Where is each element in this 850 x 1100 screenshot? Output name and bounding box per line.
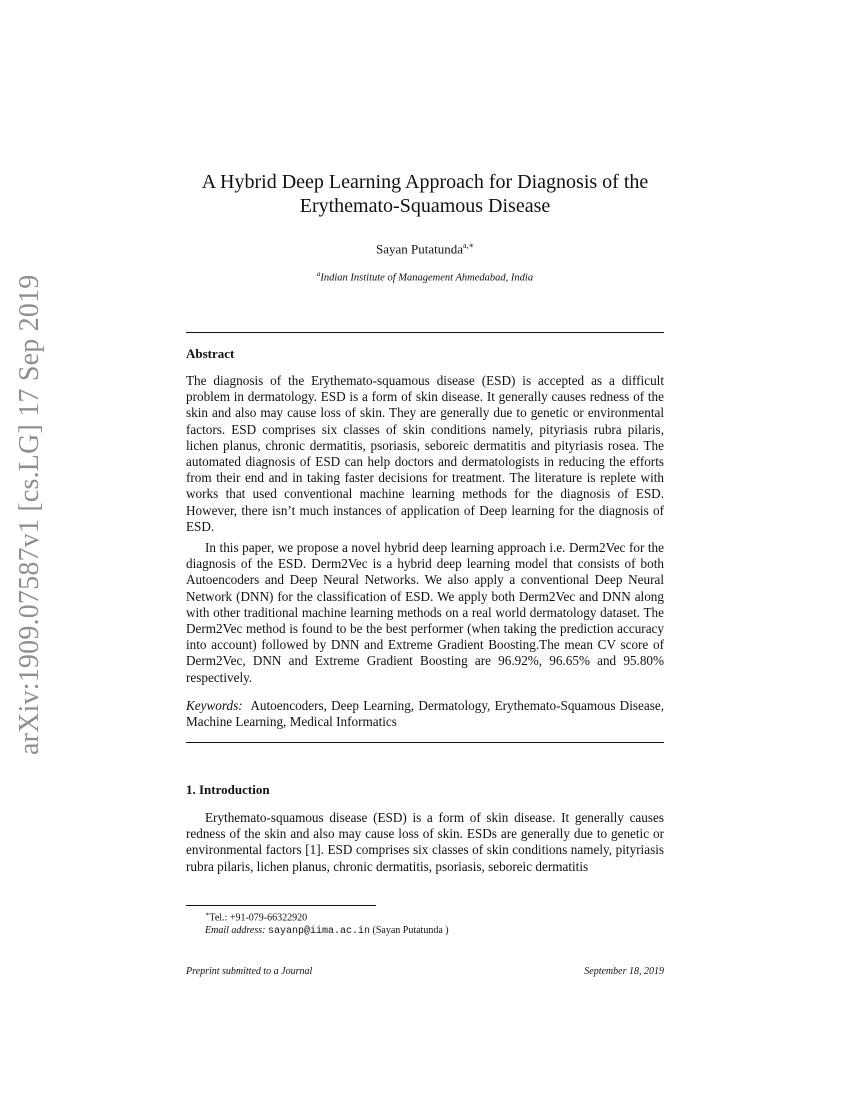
abstract-paragraph-2: In this paper, we propose a novel hybrid deep learning approach i.e. Derm2Vec for the diagnosis of the ESD. Derm2Vec is a hybrid deep learning model that consists of both Autoencoders and Deep Neural Networks. We also apply a conventional Deep Neural Network (DNN) for the classification of ESD. We apply both Derm2Vec and DNN along with other traditional machine learning methods on a real world dermatology dataset. The Derm2Vec method is found to be the best performer (when taking the prediction accuracy into account) followed by DNN and Extreme Gradient Boosting.The mean CV score of Derm2Vec, DNN and Extreme Gradient Boosting are 96.92%, 96.65% and 95.80% respectively. bbox=[186, 540, 664, 685]
footnote-tel-line bbox=[205, 908, 449, 924]
affiliation-mark: a bbox=[316, 270, 321, 278]
keywords-text: Autoencoders, Deep Learning, Dermatology, Erythemato-Squamous Disease, Machine Learning, Medical Informatics bbox=[186, 698, 664, 730]
footer-date: September 18, 2019 bbox=[584, 966, 664, 977]
affiliation-text: Indian Institute of Management Ahmedabad, India bbox=[320, 272, 534, 284]
author bbox=[0, 241, 850, 257]
title-line-2: Erythemato-Squamous Disease bbox=[299, 195, 551, 217]
abstract-heading: Abstract bbox=[186, 346, 235, 361]
email-address[interactable]: sayanp@iima.ac.in bbox=[267, 926, 370, 938]
email-owner: (Sayan Putatunda ) bbox=[372, 925, 449, 937]
footnote-tel: Tel.: +91-079-66322920 bbox=[209, 912, 308, 924]
abstract-paragraph-1: The diagnosis of the Erythemato-squamous disease (ESD) is accepted as a difficult problem in dermatology. ESD is a form of skin disease. It generally causes redness of the skin and also may cause loss of skin. They are generally due to genetic or environmental factors. ESD comprises six classes of skin conditions namely, pityriasis rubra pilaris, lichen planus, chronic dermatitis, psoriasis, seboreic dermatitis and pityriasis rosea. The automated diagnosis of ESD can help doctors and dermatologists in reducing the efforts from their end and in taking faster decisions for treatment. The literature is replete with works that used conventional machine learning methods for the diagnosis of ESD. However, there isn’t much instances of application of Deep learning for the diagnosis of ESD. bbox=[186, 373, 664, 534]
footnote bbox=[205, 908, 449, 938]
abstract-top-rule bbox=[186, 332, 664, 333]
arxiv-identifier: arXiv:1909.07587v1 [cs.LG] 17 Sep 2019 bbox=[14, 274, 45, 755]
paper-title bbox=[0, 170, 850, 218]
footnote-mark: ∗ bbox=[205, 911, 210, 918]
footer-preprint-note: Preprint submitted to a Journal bbox=[186, 966, 313, 977]
keywords bbox=[186, 698, 664, 730]
author-name: Sayan Putatunda bbox=[375, 241, 463, 257]
introduction-paragraph: Erythemato-squamous disease (ESD) is a form of skin disease. It generally causes redness of the skin and also may cause loss of skin. ESDs are generally due to genetic or environmental factors [1]. ESD comprises six classes of skin conditions namely, pityriasis rubra pilaris, lichen planus, chronic dermatitis, psoriasis, seboreic dermatitis bbox=[186, 810, 664, 874]
email-label: Email address: bbox=[205, 925, 266, 937]
section-heading-introduction: 1. Introduction bbox=[186, 782, 270, 797]
author-marks: a,∗ bbox=[463, 241, 474, 250]
title-line-1: A Hybrid Deep Learning Approach for Diagnosis of the bbox=[201, 171, 649, 193]
affiliation bbox=[0, 270, 850, 284]
abstract-bottom-rule bbox=[186, 742, 664, 743]
footnote-rule bbox=[186, 905, 376, 906]
footnote-email-line bbox=[205, 924, 449, 938]
keywords-label: Keywords: bbox=[186, 698, 243, 713]
